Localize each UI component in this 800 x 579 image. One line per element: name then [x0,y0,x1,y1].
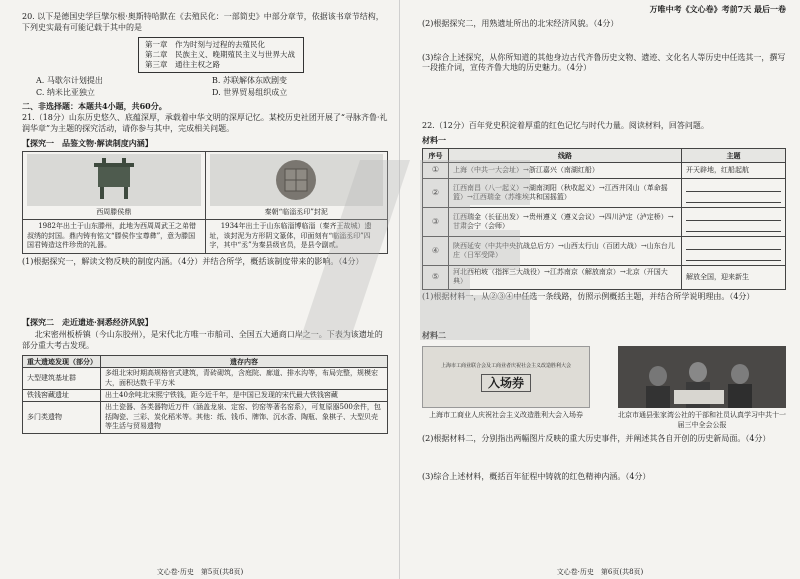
bronze-ding-image [27,154,201,206]
q22-part3: (3)综合上述材料，概括百年征程中铸就的红色精神内涵。（4分） [422,472,651,482]
q21-part1: (1)根据探究一，解读文物反映的制度内涵。（4分）并结合所学，概括该制度带来的影响。（4分） [22,256,364,266]
route-path: 上海（中共一大会址）→浙江嘉兴（南湖红船） [449,163,682,179]
q20-option-d: D. 世界贸易组织成立 [212,87,288,97]
table-row [23,390,388,402]
ticket-image [422,346,590,408]
q22-stem: 22.（12分）百年党史积淀着厚重的红色记忆与时代力量。阅读材料，回答问题。 [422,121,709,131]
chapter-3: 第三章 通往主权之路 [145,59,220,69]
material2-photos [422,346,786,430]
material2-label: 材料二 [422,329,446,340]
route-num: ④ [423,237,449,266]
answer-space [422,33,786,53]
route-num: ① [423,163,449,179]
table-row [423,163,786,179]
site-name: 多门类遗物 [23,402,101,433]
q22-part2: (2)根据材料二，分别指出两幅图片反映的重大历史事件，并阐述其各自开创的历史新局面。（4分） [422,434,771,444]
ticket-line1: 上海市工商业联合会及工商业者庆祝社会主义改造胜利大会 [440,363,571,370]
route-topic-blank [682,179,786,208]
exam-header: 万唯中考《文心卷》考前7天 最后一卷 [649,4,786,14]
site-content: 出土40余吨北宋熙宁铁钱，距今近千年，是中国已发现的宋代最大铁钱窖藏 [101,390,388,402]
explore2-intro: 北宋密州板桥镇（今山东胶州），是宋代北方唯一市舶司、全国五大通商口岸之一。下表为该遗址的部分重大考古发现。 [22,330,383,350]
chapter-box [138,37,304,73]
q20-option-b: B. 苏联解体东欧剧变 [212,75,287,85]
table-row [423,208,786,237]
route-path: 陕西延安（中共中央抗战总后方）→山西太行山（百团大战）→山东台儿庄（日军受降） [449,237,682,266]
table-row [23,402,388,433]
answer-space [422,448,786,472]
site-content: 出土瓷器、各类器物近万件（涵盖龙泉、定窑、钧窑等著名窑系），可复原器500余件，包括陶瓷、三彩、炭化稻米等。其他：纸、钱币、牌饰、沉水香、陶瓶、象棋子、大型贝壳等生活与贸易遗物 [101,402,388,433]
table-row [423,266,786,290]
site-header-1: 重大遗迹发现（部分） [23,355,101,367]
meeting-photo [618,346,786,408]
relic-table [22,151,388,254]
q22-part1: (1)根据材料一，从②③④中任选一条线路，仿照示例概括主题，并结合所学说明理由。（4分） [422,291,755,301]
route-header-topic: 主题 [682,148,786,162]
route-header-num: 序号 [423,148,449,162]
route-topic: 开天辟地，红船起航 [682,163,786,179]
route-path: 河北西柏坡（指挥三大战役）→江苏南京（解放南京）→北京（开国大典） [449,266,682,290]
q20-stem: 20. 以下是德国史学巨擘尔根·奥斯特哈默在《去殖民化：一部简史》中部分章节，依据该书章节结构，下列史实最有可能记载于其中的是 [22,12,384,32]
relic1-caption: 西周滕侯鼎 [96,207,132,216]
answer-space [422,77,786,121]
q20-option-a: A. 马歇尔计划提出 [36,75,103,85]
relic2-caption: 秦朝“临淄丞印”封泥 [264,207,328,216]
route-topic-blank [682,208,786,237]
route-path: 江西南昌（八一起义）→湖南浏阳（秋收起义）→江西井冈山（革命摇篮）→江西瑞金（苏维埃共和国摇篮） [449,179,682,208]
table-row [23,368,388,390]
material1-label: 材料一 [422,134,446,145]
route-path: 江西瑞金（长征出发）→贵州遵义（遵义会议）→四川泸定（泸定桥）→甘肃会宁（会师） [449,208,682,237]
photo-ticket [422,346,590,430]
table-row [423,237,786,266]
photo2-caption: 北京市通县张家湾公社的干部和社员认真学习中共十一届三中全会公报 [618,411,786,429]
q21-stem: 21.（18分）山东历史悠久、底蕴深厚，承载着中华文明的深厚记忆。某校历史社团开展了“寻脉齐鲁·礼润华章”为主题的探究活动，请你参与其中，完成相关问题。 [22,113,388,134]
section-heading: 二、非选择题：本题共4小题，共60分。 [22,100,167,111]
q21-part2: (2)根据探究二，用熟遗址所出的北宋经济风貌。（4分） [422,18,619,28]
chapter-2: 第二章 民族主义、晚期殖民主义与世界大战 [145,49,295,59]
relic1-text: 1982年出土于山东滕州，此地为西周周武王之弟错叔绣的封国。鼎内铸有铭文“滕侯作宝尊彝”，意为滕国国君铸造这件珍贵的礼器。 [23,220,206,253]
right-footer: 文心卷·历史 第6页(共8页) [556,567,644,576]
answer-space [422,306,786,330]
explore2-title: 【探究二 走近遗迹·洞悉经济风貌】 [22,317,153,328]
site-name: 大型建筑基址群 [23,368,101,390]
explore1-title: 【探究一 品鉴文物·解读制度内涵】 [22,137,153,148]
right-page [400,0,800,579]
ticket-line2: 入场券 [481,374,531,392]
site-name: 铁钱窖藏遗址 [23,390,101,402]
answer-space [22,270,388,314]
clay-seal-image [210,154,384,206]
q20-option-c: C. 纳米比亚独立 [36,87,95,97]
q20-options [22,76,388,99]
route-num: ⑤ [423,266,449,290]
chapter-1: 第一章 作为时刻与过程的去殖民化 [145,39,265,49]
left-footer: 文心卷·历史 第5页(共8页) [156,567,244,576]
route-num: ② [423,179,449,208]
route-table [422,148,786,290]
relic2-text: 1934年出土于山东临淄博临淄（秦齐王故城）遗址，该封泥为方形阴文篆体，印面刻有“临淄丞印”四字，其中“丞”为秦县级官员，是县令副贰。 [205,220,388,253]
site-content: 多组北宋时期高规格官式建筑，青砖砌筑，含庭院、廊道、排水沟等，布局完整，规模宏大，面积达数千平方米 [101,368,388,390]
route-header-route: 线路 [449,148,682,162]
photo-meeting [618,346,786,430]
table-row [423,179,786,208]
route-topic-blank [682,237,786,266]
route-topic: 解放全国，迎来新生 [682,266,786,290]
q21-part3: (3)综合上述探究，从你所知道的其他身边古代齐鲁历史文物、遗迹、文化名人等历史中任选其一，撰写一段推介词，宣传齐鲁大地的历史魅力。（4分） [422,52,786,73]
route-num: ③ [423,208,449,237]
site-header-2: 遗存内容 [101,355,388,367]
site-table [22,355,388,434]
photo1-caption: 上海市工商业人庆祝社会主义改造胜利大会入场券 [429,411,583,420]
